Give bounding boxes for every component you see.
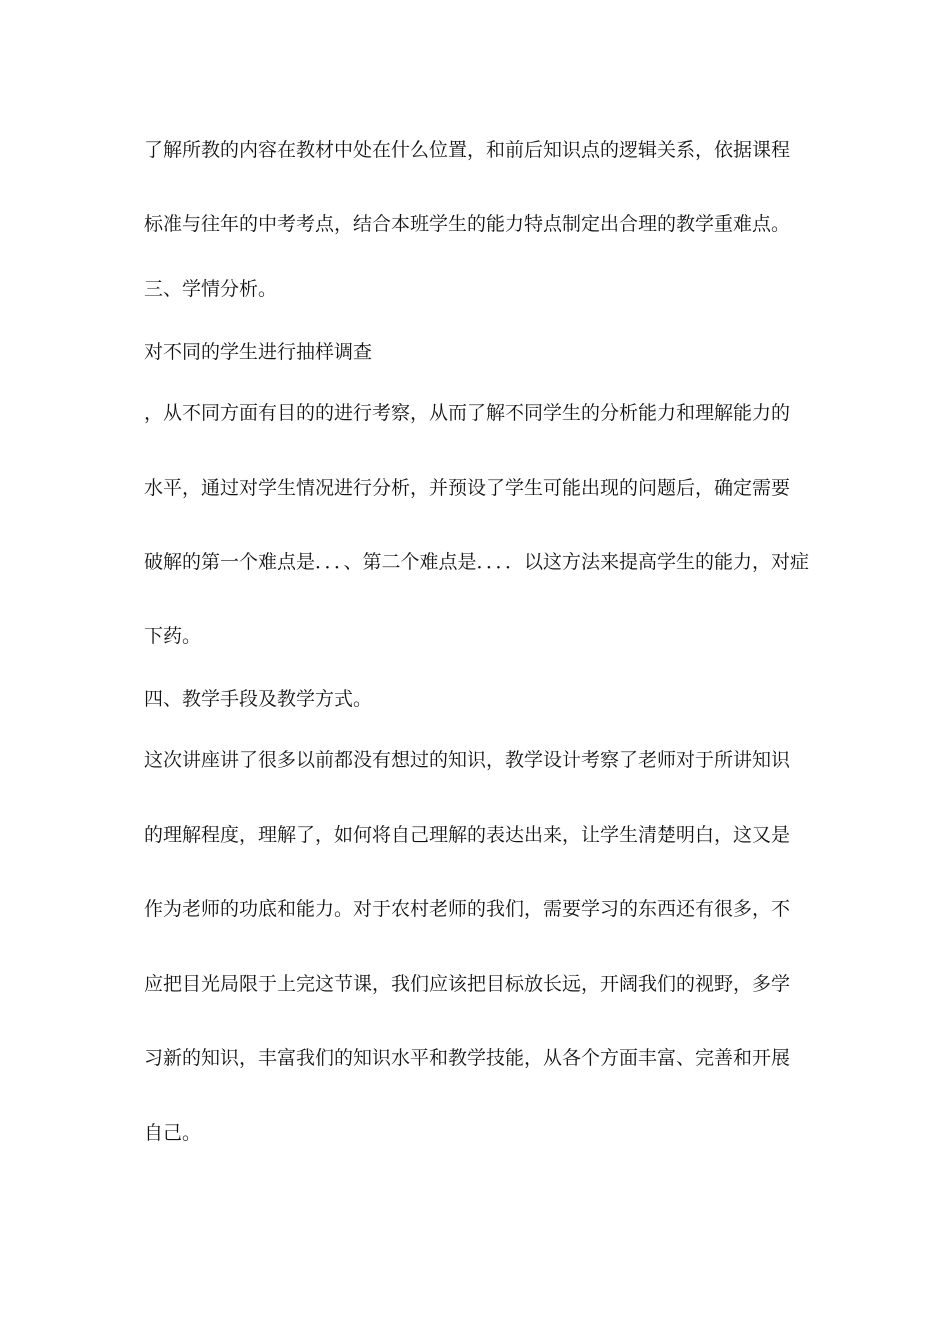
section-heading-4: 四、教学手段及教学方式。 bbox=[144, 688, 373, 710]
paragraph-line: 下药。 bbox=[144, 625, 202, 647]
paragraph-line: 作为老师的功底和能力。对于农村老师的我们，需要学习的东西还有很多，不 bbox=[144, 898, 791, 920]
paragraph-line: 了解所教的内容在教材中处在什么位置，和前后知识点的逻辑关系，依据课程 bbox=[144, 139, 791, 161]
paragraph-line: 水平，通过对学生情况进行分析，并预设了学生可能出现的问题后，确定需要 bbox=[144, 477, 791, 499]
paragraph-line: 自己。 bbox=[144, 1122, 202, 1144]
section-heading-3: 三、学情分析。 bbox=[144, 278, 278, 300]
paragraph-line: 标准与往年的中考考点，结合本班学生的能力特点制定出合理的教学重难点。 bbox=[144, 213, 791, 235]
paragraph-line: 的理解程度，理解了，如何将自己理解的表达出来，让学生清楚明白，这又是 bbox=[144, 824, 791, 846]
paragraph-line: 破解的第一个难点是．．．、第二个难点是．．．．以这方法来提高学生的能力，对症 bbox=[144, 551, 810, 573]
paragraph-line: ，从不同方面有目的的进行考察，从而了解不同学生的分析能力和理解能力的 bbox=[144, 402, 791, 424]
paragraph-line: 应把目光局限于上完这节课，我们应该把目标放长远，开阔我们的视野，多学 bbox=[144, 973, 791, 995]
paragraph-line: 对不同的学生进行抽样调查 bbox=[144, 341, 373, 363]
paragraph-line: 这次讲座讲了很多以前都没有想过的知识，教学设计考察了老师对于所讲知识 bbox=[144, 749, 791, 771]
paragraph-line: 习新的知识，丰富我们的知识水平和教学技能，从各个方面丰富、完善和开展 bbox=[144, 1047, 791, 1069]
